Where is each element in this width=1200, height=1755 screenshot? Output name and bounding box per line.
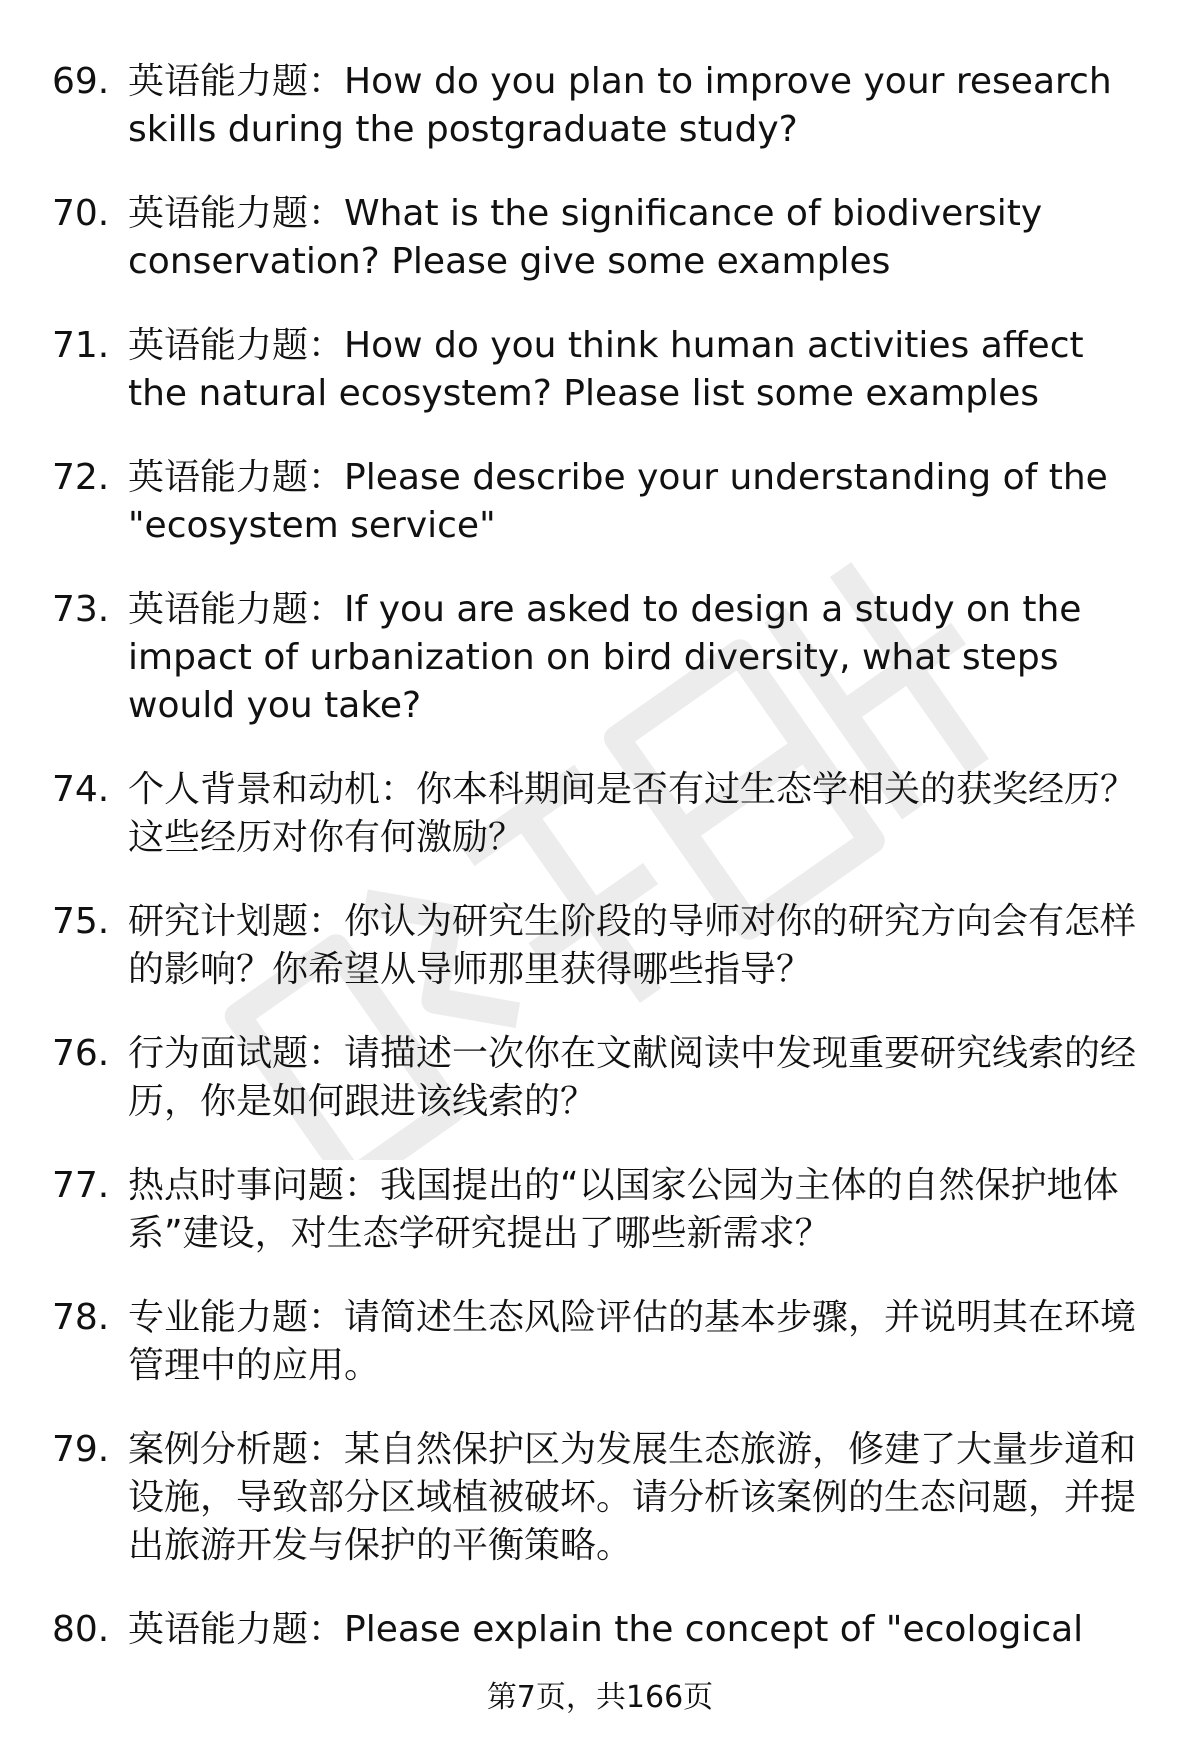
question-number: 70.	[52, 193, 110, 234]
question-number: 69.	[52, 61, 110, 102]
question-item	[0, 322, 1200, 418]
question-number: 75.	[52, 901, 110, 942]
question-text: 英语能力题：Please explain the concept of "ecological	[128, 1609, 1084, 1650]
question-number: 74.	[52, 769, 110, 810]
question-item	[0, 1030, 1200, 1126]
question-item	[0, 898, 1200, 994]
question-item	[0, 1294, 1200, 1390]
question-number: 78.	[52, 1297, 110, 1338]
question-item	[0, 190, 1200, 286]
question-text: 英语能力题：Please describe your understanding of the "ecosystem service"	[128, 457, 1108, 546]
question-number: 71.	[52, 325, 110, 366]
question-number: 79.	[52, 1429, 110, 1470]
question-item	[0, 766, 1200, 862]
question-item	[0, 454, 1200, 550]
question-item	[0, 58, 1200, 154]
question-text: 热点时事问题：我国提出的“以国家公园为主体的自然保护地体系”建设，对生态学研究提出了哪些新需求？	[128, 1165, 1119, 1254]
question-item	[0, 1162, 1200, 1258]
question-text: 行为面试题：请描述一次你在文献阅读中发现重要研究线索的经历，你是如何跟进该线索的？	[128, 1033, 1137, 1122]
question-text: 英语能力题：If you are asked to design a study on the impact of urbanization on bird diversity, what steps would you take?	[128, 589, 1082, 726]
question-number: 76.	[52, 1033, 110, 1074]
question-number: 77.	[52, 1165, 110, 1206]
question-text: 英语能力题：What is the significance of biodiversity conservation? Please give some examples	[128, 193, 1043, 282]
question-number: 80.	[52, 1609, 110, 1650]
question-number: 72.	[52, 457, 110, 498]
question-item	[0, 586, 1200, 730]
question-text: 案例分析题：某自然保护区为发展生态旅游，修建了大量步道和设施，导致部分区域植被破坏。请分析该案例的生态问题，并提出旅游开发与保护的平衡策略。	[128, 1429, 1137, 1566]
question-text: 研究计划题：你认为研究生阶段的导师对你的研究方向会有怎样的影响？你希望从导师那里获得哪些指导？	[128, 901, 1137, 990]
question-item	[0, 1426, 1200, 1570]
question-text: 个人背景和动机：你本科期间是否有过生态学相关的获奖经历？这些经历对你有何激励？	[128, 769, 1137, 858]
question-list	[0, 58, 1200, 1690]
question-number: 73.	[52, 589, 110, 630]
question-text: 英语能力题：How do you plan to improve your research skills during the postgraduate study?	[128, 61, 1112, 150]
question-text: 英语能力题：How do you think human activities affect the natural ecosystem? Please list some examples	[128, 325, 1084, 414]
page-footer: 第7页，共166页	[486, 1680, 714, 1715]
question-item	[0, 1606, 1200, 1654]
question-text: 专业能力题：请简述生态风险评估的基本步骤，并说明其在环境管理中的应用。	[128, 1297, 1137, 1386]
